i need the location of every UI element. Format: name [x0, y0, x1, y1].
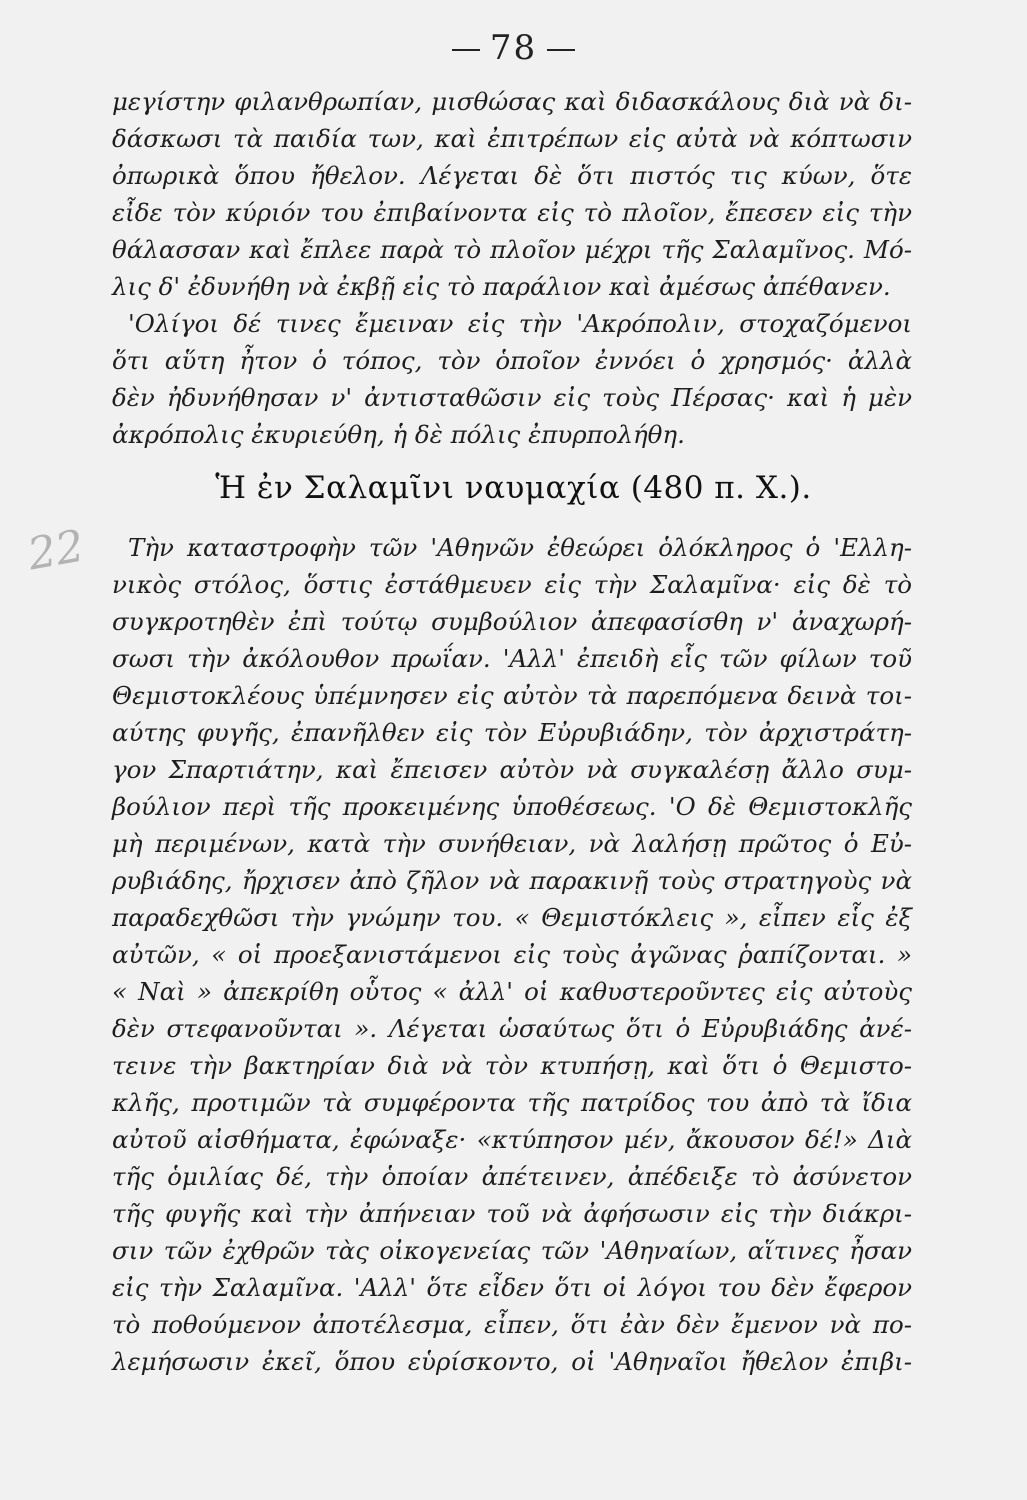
text-line: εἶδε τὸν κύριόν του ἐπιβαίνοντα εἰς τὸ πλοῖον, ἔπεσεν εἰς τὴν [112, 198, 912, 227]
text-line: συγκροτηθὲν ἐπὶ τούτῳ συμβούλιον ἀπεφασίσθη ν' ἀναχωρή- [112, 607, 912, 636]
text-line: δάσκωσι τὰ παιδία των, καὶ ἐπιτρέπων εἰς αὐτὰ νὰ κόπτωσιν [112, 124, 912, 153]
text-line: μὴ περιμένων, κατὰ τὴν συνήθειαν, νὰ λαλήσῃ πρῶτος ὁ Εὐ- [112, 829, 912, 858]
text-line: λεμήσωσιν ἐκεῖ, ὅπου εὑρίσκοντο, οἱ 'Αθηναῖοι ἤθελον ἐπιβι- [112, 1347, 912, 1376]
page-number-header [0, 28, 1027, 68]
text-line: ρυβιάδης, ἤρχισεν ἀπὸ ζῆλον νὰ παρακινῇ τοὺς στρατηγοὺς νὰ [112, 866, 912, 895]
text-line: 'Ολίγοι δέ τινες ἔμειναν εἰς τὴν 'Ακρόπολιν, στοχαζόμενοι [128, 309, 912, 338]
text-line: θάλασσαν καὶ ἔπλεε παρὰ τὸ πλοῖον μέχρι τῆς Σαλαμῖνος. Μό- [112, 235, 912, 264]
text-line: δὲν ἠδυνήθησαν ν' ἀντισταθῶσιν εἰς τοὺς Πέρσας· καὶ ἡ μὲν [112, 383, 912, 412]
text-line: παραδεχθῶσι τὴν γνώμην του. « Θεμιστόκλεις », εἶπεν εἷς ἐξ [112, 903, 912, 932]
text-line: ὀπωρικὰ ὅπου ἤθελον. Λέγεται δὲ ὅτι πιστός τις κύων, ὅτε [112, 161, 912, 190]
text-line: σιν τῶν ἐχθρῶν τὰς οἰκογενείας τῶν 'Αθηναίων, αἵτινες ἦσαν [112, 1236, 912, 1265]
text-line: τῆς ὁμιλίας δέ, τὴν ὁποίαν ἀπέτεινεν, ἀπέδειξε τὸ ἀσύνετον [112, 1162, 912, 1191]
text-line: τεινε τὴν βακτηρίαν διὰ νὰ τὸν κτυπήσῃ, καὶ ὅτι ὁ Θεμιστο- [112, 1051, 912, 1080]
right-dash [547, 49, 575, 51]
text-line: γον Σπαρτιάτην, καὶ ἔπεισεν αὐτὸν νὰ συγκαλέσῃ ἄλλο συμ- [112, 755, 912, 784]
text-line: ὅτι αὕτη ἦτον ὁ τόπος, τὸν ὁποῖον ἐννόει ὁ χρησμός· ἀλλὰ [112, 346, 912, 375]
text-line: τὸ ποθούμενον ἀποτέλεσμα, εἶπεν, ὅτι ἐὰν δὲν ἔμενον νὰ πο- [112, 1310, 912, 1339]
handwritten-margin-note: 22 [23, 520, 89, 581]
text-line: μεγίστην φιλανθρωπίαν, μισθώσας καὶ διδασκάλους διὰ νὰ δι- [112, 87, 912, 116]
text-line: λις δ' ἐδυνήθη νὰ ἐκβῇ εἰς τὸ παράλιον καὶ ἀμέσως ἀπέθανεν. [112, 272, 891, 301]
text-line: κλῆς, προτιμῶν τὰ συμφέροντα τῆς πατρίδος του ἀπὸ τὰ ἴδια [112, 1088, 912, 1117]
text-line: ἀκρόπολις ἐκυριεύθη, ἡ δὲ πόλις ἐπυρπολήθη. [112, 420, 685, 449]
text-line: τῆς φυγῆς καὶ τὴν ἀπήνειαν τοῦ νὰ ἀφήσωσιν εἰς τὴν διάκρι- [112, 1199, 912, 1228]
text-line: « Ναὶ » ἀπεκρίθη οὗτος « ἀλλ' οἱ καθυστεροῦντες εἰς αὐτοὺς [112, 977, 912, 1006]
text-line: αὐτῶν, « οἱ προεξανιστάμενοι εἰς τοὺς ἀγῶνας ῥαπίζονται. » [112, 940, 912, 969]
section-heading: Ἡ ἐν Σαλαμῖνι ναυμαχία (480 π. Χ.). [215, 470, 812, 506]
text-line: νικὸς στόλος, ὅστις ἐστάθμευεν εἰς τὴν Σαλαμῖνα· εἰς δὲ τὸ [112, 570, 912, 599]
page-number: 78 [489, 28, 538, 68]
text-line: Τὴν καταστροφὴν τῶν 'Αθηνῶν ἐθεώρει ὁλόκληρος ὁ 'Ελλη- [128, 533, 912, 562]
text-line: βούλιον περὶ τῆς προκειμένης ὑποθέσεως. 'Ο δὲ Θεμιστοκλῆς [112, 792, 912, 821]
text-line: εἰς τὴν Σαλαμῖνα. 'Αλλ' ὅτε εἶδεν ὅτι οἱ λόγοι του δὲν ἔφερον [112, 1273, 912, 1302]
left-dash [452, 49, 480, 51]
text-line: Θεμιστοκλέους ὑπέμνησεν εἰς αὐτὸν τὰ παρεπόμενα δεινὰ τοι- [112, 681, 912, 710]
text-line: σωσι τὴν ἀκόλουθον πρωΐαν. 'Αλλ' ἐπειδὴ εἷς τῶν φίλων τοῦ [112, 644, 912, 673]
text-line: αὐτοῦ αἰσθήματα, ἐφώναξε· «κτύπησον μέν, ἄκουσον δέ!» Διὰ [112, 1125, 912, 1154]
text-line: αύτης φυγῆς, ἐπανῆλθεν εἰς τὸν Εὐρυβιάδην, τὸν ἀρχιστράτη- [112, 718, 912, 747]
text-line: δὲν στεφανοῦνται ». Λέγεται ὡσαύτως ὅτι ὁ Εὐρυβιάδης ἀνέ- [112, 1014, 912, 1043]
